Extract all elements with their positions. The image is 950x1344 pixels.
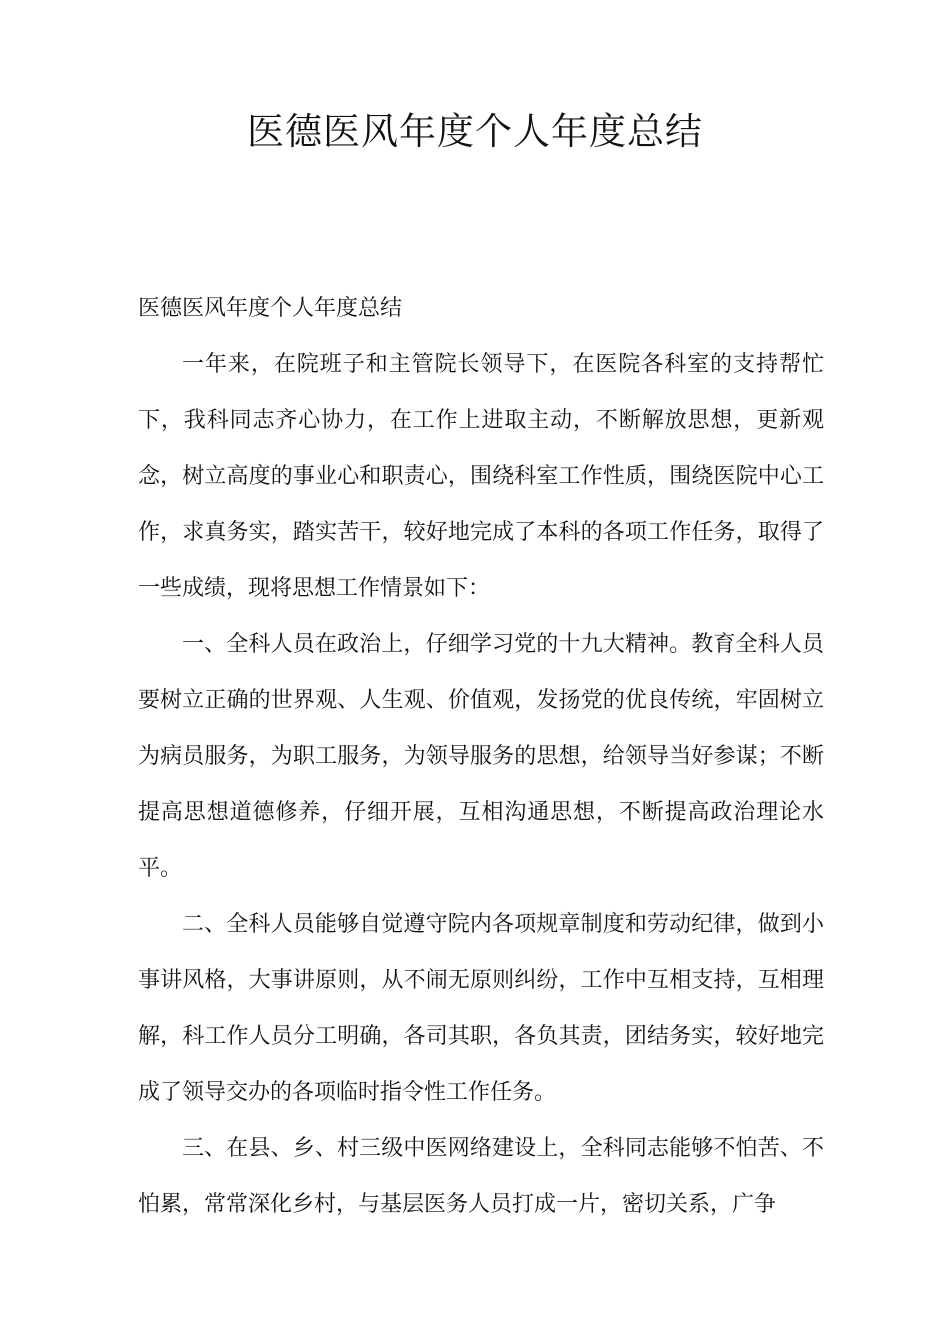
paragraph-section-three: 三、在县、乡、村三级中医网络建设上，全科同志能够不怕苦、不怕累，常常深化乡村，与基层医务人员打成一片，密切关系，广争 <box>138 1136 824 1217</box>
paragraph-intro: 一年来，在院班子和主管院长领导下，在医院各科室的支持帮忙下，我科同志齐心协力，在工作上进取主动，不断解放思想，更新观念，树立高度的事业心和职责心，围绕科室工作性质，围绕医院中心工作，求真务实，踏实苦干，较好地完成了本科的各项工作任务，取得了一些成绩，现将思想工作情景如下： <box>138 352 824 601</box>
document-subtitle: 医德医风年度个人年度总结 <box>138 296 403 321</box>
document-body <box>138 281 824 1233</box>
document-title: 医德医风年度个人年度总结 <box>247 110 703 153</box>
paragraph-section-one: 一、全科人员在政治上，仔细学习党的十九大精神。教育全科人员要树立正确的世界观、人生观、价值观，发扬党的优良传统，牢固树立为病员服务，为职工服务，为领导服务的思想，给领导当好参谋；不断提高思想道德修养，仔细开展，互相沟通思想，不断提高政治理论水平。 <box>138 632 824 881</box>
paragraph-section-two: 二、全科人员能够自觉遵守院内各项规章制度和劳动纪律，做到小事讲风格，大事讲原则，从不闹无原则纠纷，工作中互相支持，互相理解，科工作人员分工明确，各司其职，各负其责，团结务实，较好地完成了领导交办的各项临时指令性工作任务。 <box>138 912 824 1105</box>
